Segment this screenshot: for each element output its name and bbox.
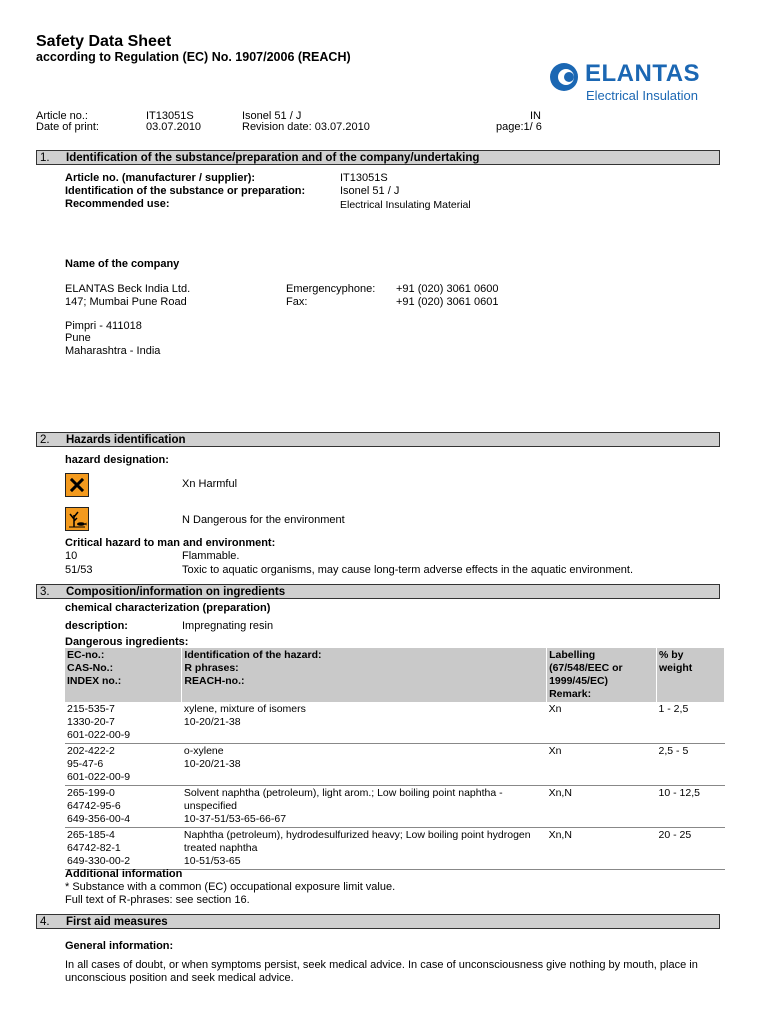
harmful-x-icon [65, 473, 89, 497]
section-2-header [36, 432, 720, 447]
section-title: Hazards identification [66, 434, 186, 446]
ingredient-ids: 215-535-7 1330-20-7 601-022-00-9 [65, 702, 182, 744]
identification-row-value: Isonel 51 / J [340, 185, 400, 197]
section-number: 3. [40, 586, 50, 598]
ingredient-labelling: Xn,N [547, 828, 657, 870]
column-header-hazard: Identification of the hazard: R phrases: REACH-no.: [182, 648, 547, 702]
fax-label: Fax: [286, 296, 308, 308]
company-region: Maharashtra - India [65, 345, 161, 357]
critical-code: 51/53 [65, 564, 93, 576]
hazard-environment-text: N Dangerous for the environment [182, 514, 345, 526]
description-label: description: [65, 620, 128, 632]
ingredient-weight: 20 - 25 [657, 828, 725, 870]
country-code: IN [530, 110, 541, 122]
ingredient-ids: 265-199-0 64742-95-6 649-356-00-4 [65, 786, 182, 828]
company-city: Pune [65, 332, 91, 344]
column-header-weight: % by weight [657, 648, 725, 702]
ingredients-table [65, 648, 725, 870]
product-name: Isonel 51 / J [242, 110, 302, 122]
recommended-use-label: Recommended use: [65, 198, 170, 210]
company-heading: Name of the company [65, 258, 180, 270]
revision-date: Revision date: 03.07.2010 [242, 121, 370, 133]
company-postcode: Pimpri - 411018 [65, 320, 142, 332]
article-value: IT13051S [146, 110, 194, 122]
section-1-header [36, 150, 720, 165]
column-header-ids: EC-no.: CAS-No.: INDEX no.: [65, 648, 182, 702]
document-subtitle: according to Regulation (EC) No. 1907/2006 (REACH) [36, 50, 351, 64]
table-header-row [65, 648, 725, 702]
company-logo [548, 60, 723, 105]
critical-code: 10 [65, 550, 78, 562]
section-title: First aid measures [66, 916, 168, 928]
ingredient-weight: 1 - 2,5 [657, 702, 725, 744]
general-information-label: General information: [65, 940, 174, 952]
ingredient-weight: 2,5 - 5 [657, 744, 725, 786]
table-row [65, 786, 725, 828]
ingredient-ids: 202-422-2 95-47-6 601-022-00-9 [65, 744, 182, 786]
ingredient-hazard: o-xylene 10-20/21-38 [182, 744, 547, 786]
section-number: 1. [40, 152, 50, 164]
ingredient-hazard: xylene, mixture of isomers 10-20/21-38 [182, 702, 547, 744]
article-row-label: Article no. (manufacturer / supplier): [65, 172, 256, 184]
ingredient-ids: 265-185-4 64742-82-1 649-330-00-2 [65, 828, 182, 870]
additional-info-line: Full text of R-phrases: see section 16. [65, 894, 250, 906]
identification-row-label: Identification of the substance or preparation: [65, 185, 306, 197]
chemical-characterization: chemical characterization (preparation) [65, 602, 271, 614]
print-date-value: 03.07.2010 [146, 121, 202, 133]
emergency-phone-value: +91 (020) 3061 0600 [396, 283, 499, 295]
hazard-harmful-text: Xn Harmful [182, 478, 238, 490]
critical-text: Toxic to aquatic organisms, may cause long-term adverse effects in the aquatic environment. [182, 564, 634, 576]
article-row-value: IT13051S [340, 172, 388, 184]
column-header-labelling: Labelling (67/548/EEC or 1999/45/EC) Remark: [547, 648, 657, 702]
document-title: Safety Data Sheet [36, 33, 172, 50]
article-label: Article no.: [36, 110, 88, 122]
additional-info-line: * Substance with a common (EC) occupational exposure limit value. [65, 881, 396, 893]
logo-tagline: Electrical Insulation [586, 88, 698, 103]
additional-info-label: Additional information [65, 868, 183, 880]
ingredient-labelling: Xn [547, 744, 657, 786]
company-street: 147; Mumbai Pune Road [65, 296, 187, 308]
dangerous-ingredients-label: Dangerous ingredients: [65, 636, 189, 648]
ingredient-labelling: Xn [547, 702, 657, 744]
emergency-phone-label: Emergencyphone: [286, 283, 376, 295]
general-information-text: In all cases of doubt, or when symptoms persist, seek medical advice. In case of unconsciousness give nothing by mouth, place in unconscious position and seek medical advice. [65, 959, 698, 984]
recommended-use-value: Electrical Insulating Material [340, 199, 471, 211]
section-title: Identification of the substance/preparation and of the company/undertaking [66, 152, 480, 164]
section-4-header [36, 914, 720, 929]
page-number: page:1/ 6 [496, 121, 542, 133]
table-row [65, 744, 725, 786]
elantas-logo-icon [548, 61, 580, 93]
logo-wordmark: ELANTAS [585, 60, 701, 87]
ingredient-hazard: Naphtha (petroleum), hydrodesulfurized heavy; Low boiling point hydrogen treated naphtha 10-51/53-65 [182, 828, 547, 870]
ingredient-labelling: Xn,N [547, 786, 657, 828]
ingredient-weight: 10 - 12,5 [657, 786, 725, 828]
critical-hazard-label: Critical hazard to man and environment: [65, 537, 276, 549]
section-number: 2. [40, 434, 50, 446]
dead-tree-fish-icon [65, 507, 89, 531]
description-value: Impregnating resin [182, 620, 274, 632]
print-date-label: Date of print: [36, 121, 99, 133]
table-row [65, 702, 725, 744]
table-row [65, 828, 725, 870]
critical-text: Flammable. [182, 550, 240, 562]
section-title: Composition/information on ingredients [66, 586, 286, 598]
ingredient-hazard: Solvent naphtha (petroleum), light arom.; Low boiling point naphtha - unspecified 10-37-51/53-65-66-67 [182, 786, 547, 828]
section-3-header [36, 584, 720, 599]
section-number: 4. [40, 916, 50, 928]
fax-value: +91 (020) 3061 0601 [396, 296, 499, 308]
company-name: ELANTAS Beck India Ltd. [65, 283, 191, 295]
hazard-designation-label: hazard designation: [65, 454, 169, 466]
